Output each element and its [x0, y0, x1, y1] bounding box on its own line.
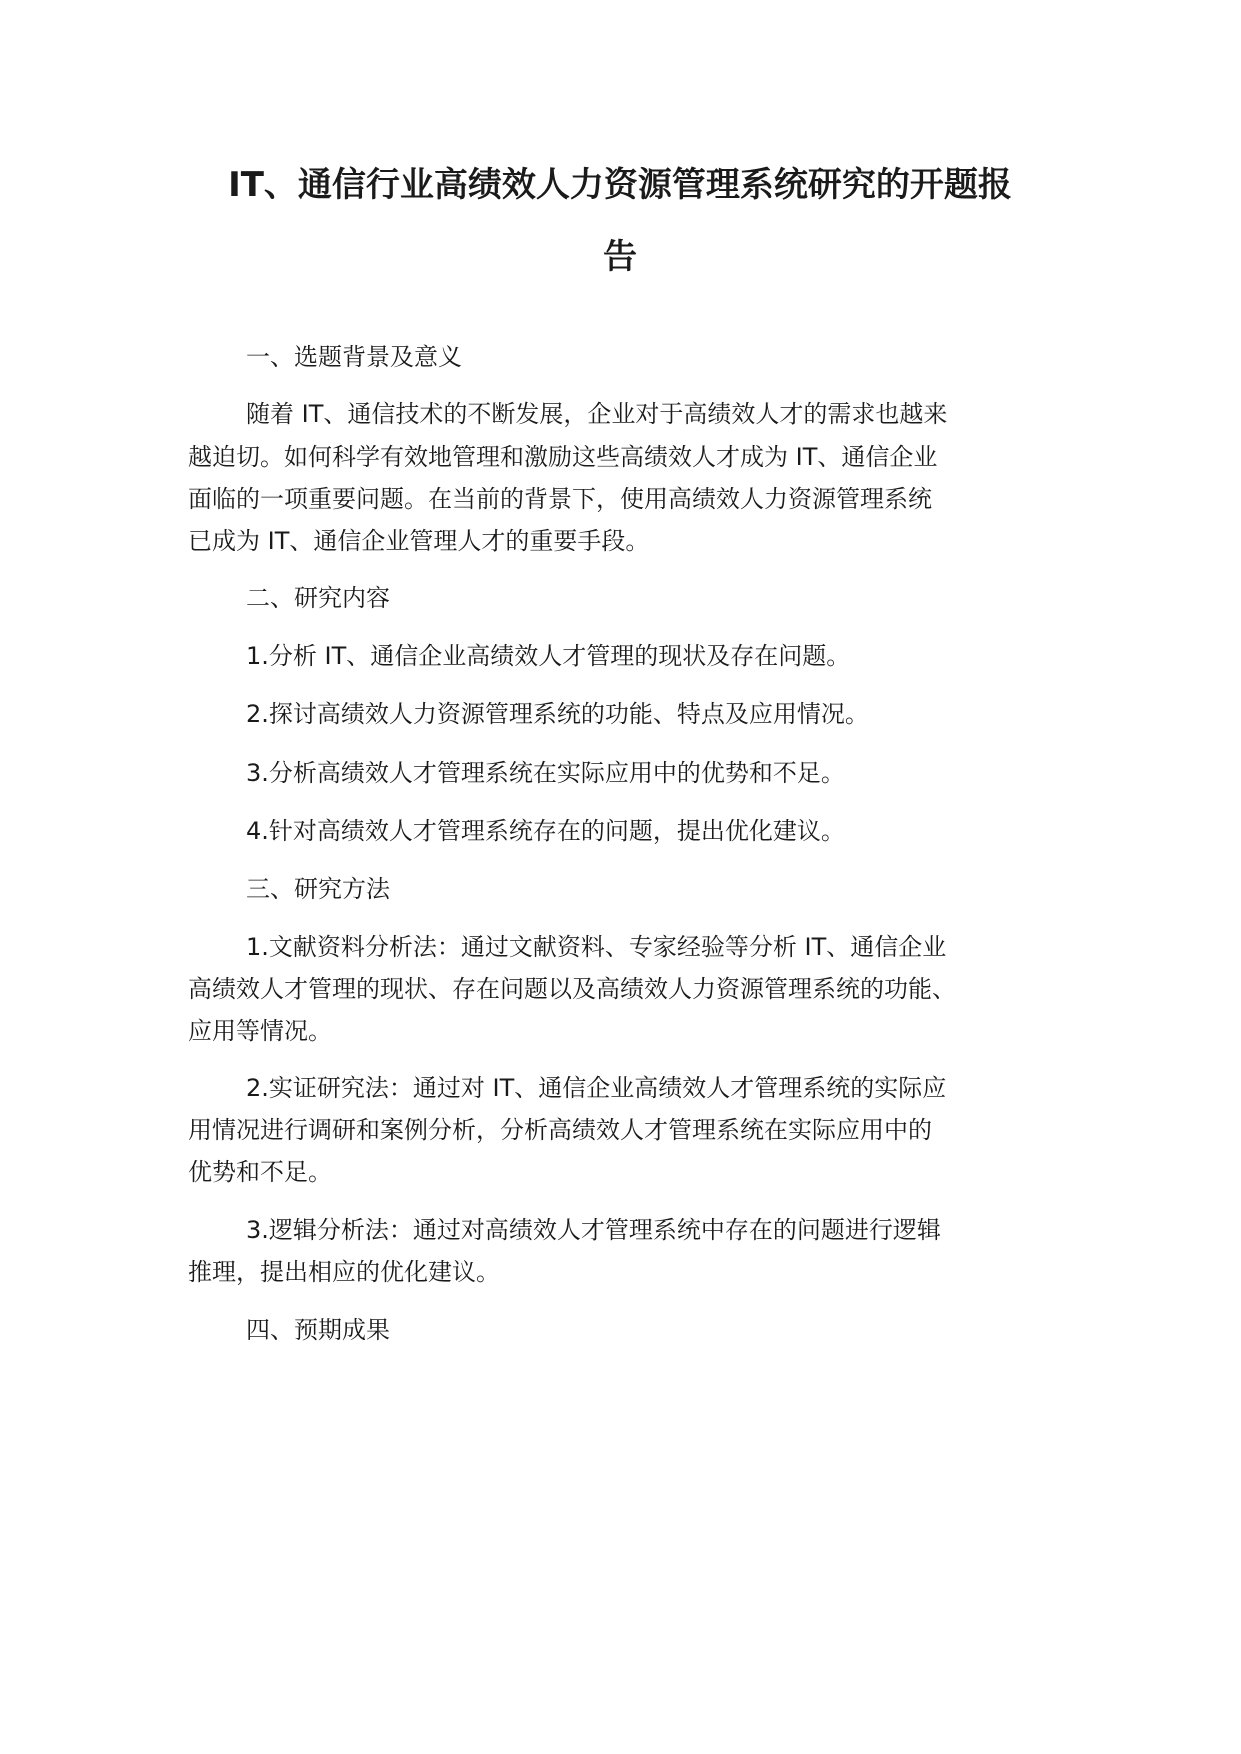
paragraph-line: 面临的一项重要问题。在当前的背景下，使用高绩效人力资源管理系统	[188, 485, 932, 513]
paragraph-line: 2.实证研究法：通过对 IT、通信企业高绩效人才管理系统的实际应	[246, 1074, 947, 1102]
paragraph-line: 优势和不足。	[188, 1158, 332, 1186]
paragraph-line: 1.文献资料分析法：通过文献资料、专家经验等分析 IT、通信企业	[246, 933, 947, 961]
document-title-line-1: IT、通信行业高绩效人力资源管理系统研究的开题报	[228, 165, 1012, 205]
paragraph-line: 推理，提出相应的优化建议。	[188, 1258, 500, 1286]
section-heading-expected-results: 四、预期成果	[246, 1316, 390, 1344]
list-item: 2.探讨高绩效人力资源管理系统的功能、特点及应用情况。	[246, 700, 869, 728]
section-heading-methods: 三、研究方法	[246, 875, 390, 903]
paragraph-line: 越迫切。如何科学有效地管理和激励这些高绩效人才成为 IT、通信企业	[188, 443, 938, 471]
paragraph-line: 用情况进行调研和案例分析，分析高绩效人才管理系统在实际应用中的	[188, 1116, 932, 1144]
paragraph-line: 已成为 IT、通信企业管理人才的重要手段。	[188, 527, 650, 555]
list-item: 1.分析 IT、通信企业高绩效人才管理的现状及存在问题。	[246, 642, 851, 670]
paragraph-line: 3.逻辑分析法：通过对高绩效人才管理系统中存在的问题进行逻辑	[246, 1216, 941, 1244]
paragraph-line: 应用等情况。	[188, 1017, 332, 1045]
section-heading-background: 一、选题背景及意义	[246, 343, 462, 371]
paragraph-line: 高绩效人才管理的现状、存在问题以及高绩效人力资源管理系统的功能、	[188, 975, 956, 1003]
document-title-line-2: 告	[603, 237, 637, 277]
paragraph-line: 随着 IT、通信技术的不断发展，企业对于高绩效人才的需求也越来	[246, 400, 948, 428]
section-heading-content: 二、研究内容	[246, 584, 390, 612]
list-item: 3.分析高绩效人才管理系统在实际应用中的优势和不足。	[246, 759, 845, 787]
list-item: 4.针对高绩效人才管理系统存在的问题，提出优化建议。	[246, 817, 845, 845]
